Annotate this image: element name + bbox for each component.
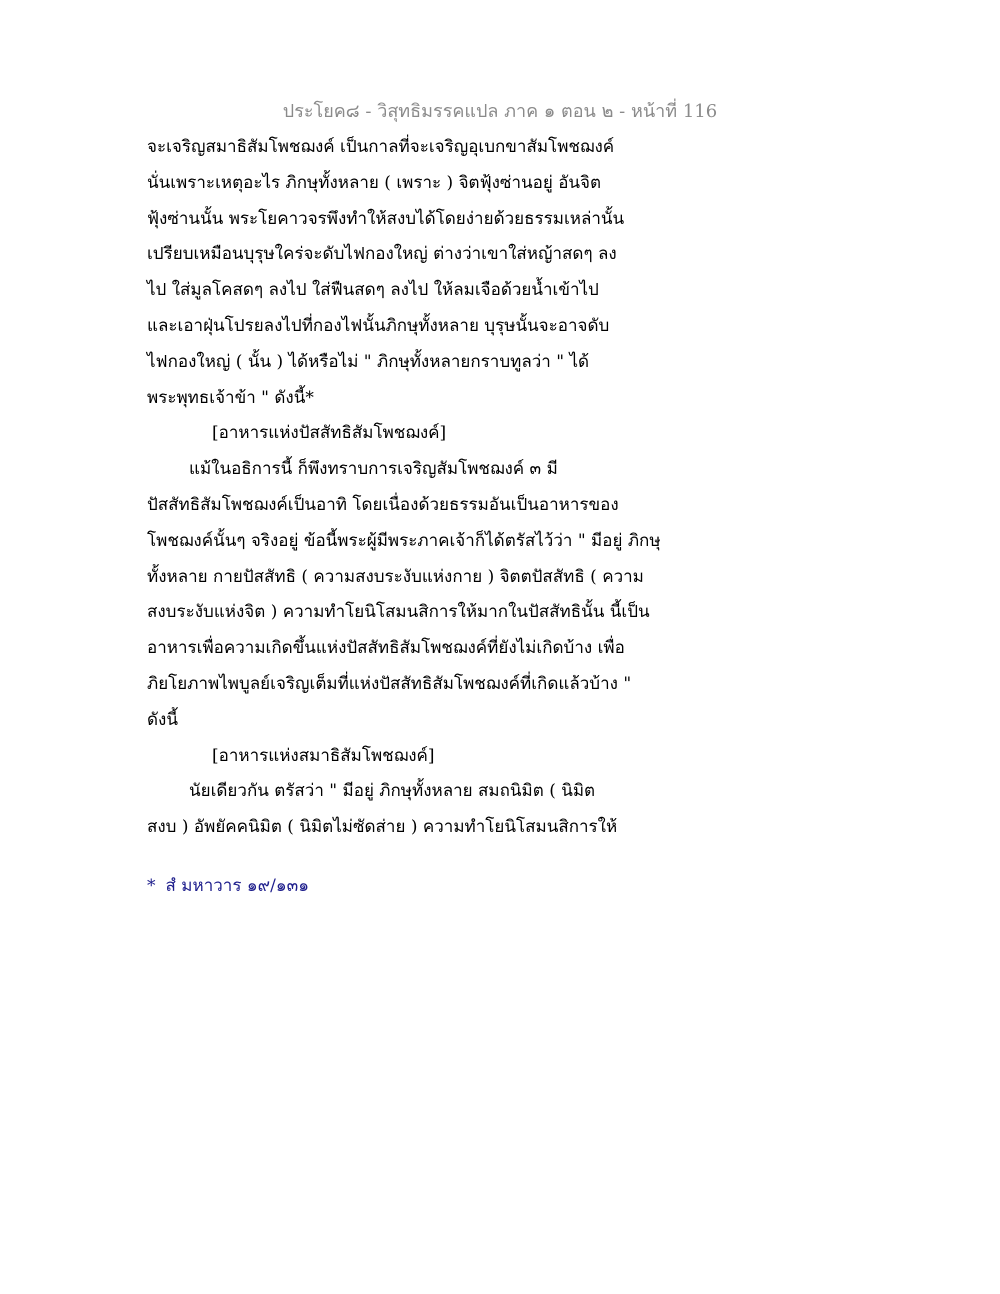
page-header: ประโยค๘ - วิสุทธิมรรคแปล ภาค ๑ ตอน ๒ - หน้าที่ 116 <box>282 101 718 122</box>
text-line: ฟุ้งซ่านนั้น พระโยคาวจรพึงทำให้สงบได้โดยง่ายด้วยธรรมเหล่านั้น <box>147 208 625 229</box>
section-heading: [อาหารแห่งปัสสัทธิสัมโพชฌงค์] <box>212 423 447 444</box>
text-line: พระพุทธเจ้าข้า " ดังนี้* <box>147 387 314 408</box>
text-line: สงบ ) อัพยัคคนิมิต ( นิมิตไม่ซัดส่าย ) ความทำโยนิโสมนสิการให้ <box>147 817 618 838</box>
text-line: ไป ใส่มูลโคสดๆ ลงไป ใส่ฟืนสดๆ ลงไป ให้ลมเจือด้วยน้ำเข้าไป <box>147 280 599 301</box>
footnote-mark: * <box>147 876 156 896</box>
section-heading: [อาหารแห่งสมาธิสัมโพชฌงค์] <box>212 745 435 766</box>
text-line: นัยเดียวกัน ตรัสว่า " มีอยู่ ภิกษุทั้งหลาย สมถนิมิต ( นิมิต <box>189 781 596 802</box>
text-line: ภิยโยภาพไพบูลย์เจริญเต็มที่แห่งปัสสัทธิสัมโพชฌงค์ที่เกิดแล้วบ้าง " <box>147 673 632 694</box>
footnote-text: สํ มหาวาร ๑๙/๑๓๑ <box>165 876 310 896</box>
text-line: แม้ในอธิการนี้ ก็พึงทราบการเจริญสัมโพชฌงค์ ๓ มี <box>189 459 558 480</box>
text-line: อาหารเพื่อความเกิดขึ้นแห่งปัสสัทธิสัมโพชฌงค์ที่ยังไม่เกิดบ้าง เพื่อ <box>147 638 625 659</box>
text-line: ดังนี้ <box>147 709 178 730</box>
text-line: นั่นเพราะเหตุอะไร ภิกษุทั้งหลาย ( เพราะ ) จิตฟุ้งซ่านอยู่ อันจิต <box>147 172 602 193</box>
text-line: สงบระงับแห่งจิต ) ความทำโยนิโสมนสิการให้มากในปัสสัทธินั้น นี้เป็น <box>147 602 650 623</box>
text-line: เปรียบเหมือนบุรุษใคร่จะดับไฟกองใหญ่ ต่างว่าเขาใส่หญ้าสดๆ ลง <box>147 244 617 265</box>
text-line: ปัสสัทธิสัมโพชฌงค์เป็นอาทิ โดยเนื่องด้วยธรรมอันเป็นอาหารของ <box>147 494 619 515</box>
body-text <box>147 130 667 846</box>
text-line: จะเจริญสมาธิสัมโพชฌงค์ เป็นกาลที่จะเจริญอุเบกขาสัมโพชฌงค์ <box>147 137 615 157</box>
text-line: โพชฌงค์นั้นๆ จริงอยู่ ข้อนี้พระผู้มีพระภาคเจ้าก็ได้ตรัสไว้ว่า " มีอยู่ ภิกษุ <box>147 530 661 551</box>
footnote <box>147 872 309 899</box>
text-line: ทั้งหลาย กายปัสสัทธิ ( ความสงบระงับแห่งกาย ) จิตตปัสสัทธิ ( ความ <box>147 566 644 587</box>
text-line: ไฟกองใหญ่ ( นั้น ) ได้หรือไม่ " ภิกษุทั้งหลายกราบทูลว่า " ได้ <box>147 351 590 372</box>
text-line: และเอาฝุ่นโปรยลงไปที่กองไฟนั้นภิกษุทั้งหลาย บุรุษนั้นจะอาจดับ <box>147 315 610 336</box>
